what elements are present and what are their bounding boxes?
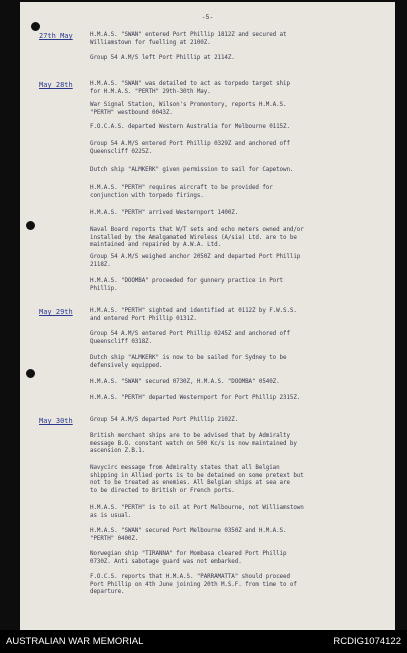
log-paragraph: British merchant ships are to be advised that by Admiralty message B.O. constant watch on 500 Kc/s is now maintained by ascension Z.B.1. xyxy=(90,433,297,455)
log-paragraph: H.M.A.S. "PERTH" departed Westernport for Port Phillip 2315Z. xyxy=(90,395,301,401)
log-paragraph: Norwegian ship "TIRANNA" for Mombasa cleared Port Phillip 0730Z. Anti sabotage guard was not embarked. xyxy=(90,551,287,565)
document-page xyxy=(20,2,395,630)
log-paragraph: H.M.A.S. "SWAN" entered Port Phillip 1812Z and secured at Williamstown for fuelling at 2100Z. xyxy=(90,32,287,46)
entry-date: May 30th xyxy=(39,417,73,425)
entry-date: 27th May xyxy=(39,32,73,40)
log-paragraph: Group 54 A.M/S entered Port Phillip 0245Z and anchored off Queenscliff 0318Z. xyxy=(90,331,290,345)
log-paragraph: Dutch ship "ALMKERK" given permission to sail for Capetown. xyxy=(90,167,294,173)
log-paragraph: War Signal Station, Wilson's Promontory, reports H.M.A.S. "PERTH" westbound 0043Z. xyxy=(90,102,287,116)
archive-footer xyxy=(0,630,407,653)
punch-hole-lower xyxy=(26,369,35,378)
log-paragraph: Group 54 A.M/S left Port Phillip at 2114Z. xyxy=(90,55,235,61)
log-paragraph: H.M.A.S. "PERTH" sighted and identified at 0112Z by F.W.S.S. and entered Port Phillip 0131Z. xyxy=(90,308,297,322)
log-paragraph: H.M.A.S. "SWAN" secured 0730Z, H.M.A.S. "DOOMBA" 0540Z. xyxy=(90,379,280,385)
log-paragraph: Navycirc message from Admiralty states that all Belgian shipping in Allied ports is to be detained on some pretext but not to be treated as enemies. All Belgian ships at sea are to be directed to British or French ports. xyxy=(90,465,304,494)
punch-hole-middle xyxy=(26,221,35,230)
footer-source-label: AUSTRALIAN WAR MEMORIAL xyxy=(6,636,144,647)
entry-date: May 29th xyxy=(39,308,73,316)
log-paragraph: H.M.A.S. "SWAN" was detailed to act as torpedo target ship for H.M.A.S. "PERTH" 29th-30th May. xyxy=(90,81,290,95)
log-paragraph: H.M.A.S. "PERTH" is to oil at Port Melbourne, not Williamstown as is usual. xyxy=(90,505,304,519)
log-paragraph: F.O.C.S. reports that H.M.A.S. "PARRAMATTA" should proceed Port Phillip on 4th June joining 20th M.S.F. from time to of departure. xyxy=(90,574,297,596)
log-paragraph: Dutch ship "ALMKERK" is now to be sailed for Sydney to be defensively equipped. xyxy=(90,355,287,369)
log-paragraph: Group 54 A.M/S departed Port Phillip 2102Z. xyxy=(90,417,239,423)
log-paragraph: Group 54 A.M/S weighed anchor 2050Z and departed Port Phillip 2118Z. xyxy=(90,254,301,268)
page-number: -5- xyxy=(201,13,214,21)
punch-hole-top xyxy=(31,22,40,31)
log-paragraph: F.O.C.A.S. departed Western Australia for Melbourne 0115Z. xyxy=(90,124,290,130)
log-paragraph: H.M.A.S. "SWAN" secured Port Melbourne 0350Z and H.M.A.S. "PERTH" 0400Z. xyxy=(90,528,287,542)
log-paragraph: H.M.A.S. "PERTH" arrived Westernport 1400Z. xyxy=(90,210,239,216)
log-paragraph: H.M.A.S. "DOOMBA" proceeded for gunnery practice in Port Phillip. xyxy=(90,278,284,292)
log-paragraph: Naval Board reports that W/T sets and echo meters owned and/or installed by the Amalgamated Wireless (A/sia) Ltd. are to be maintained and repaired by A.W.A. Ltd. xyxy=(90,227,304,249)
log-paragraph: H.M.A.S. "PERTH" requires aircraft to be provided for conjunction with torpedo firings. xyxy=(90,185,273,199)
entry-date: May 28th xyxy=(39,81,73,89)
log-paragraph: Group 54 A.M/S entered Port Phillip 0329Z and anchored off Queenscliff 0225Z. xyxy=(90,141,290,155)
footer-record-id: RCDIG1074122 xyxy=(333,636,401,647)
